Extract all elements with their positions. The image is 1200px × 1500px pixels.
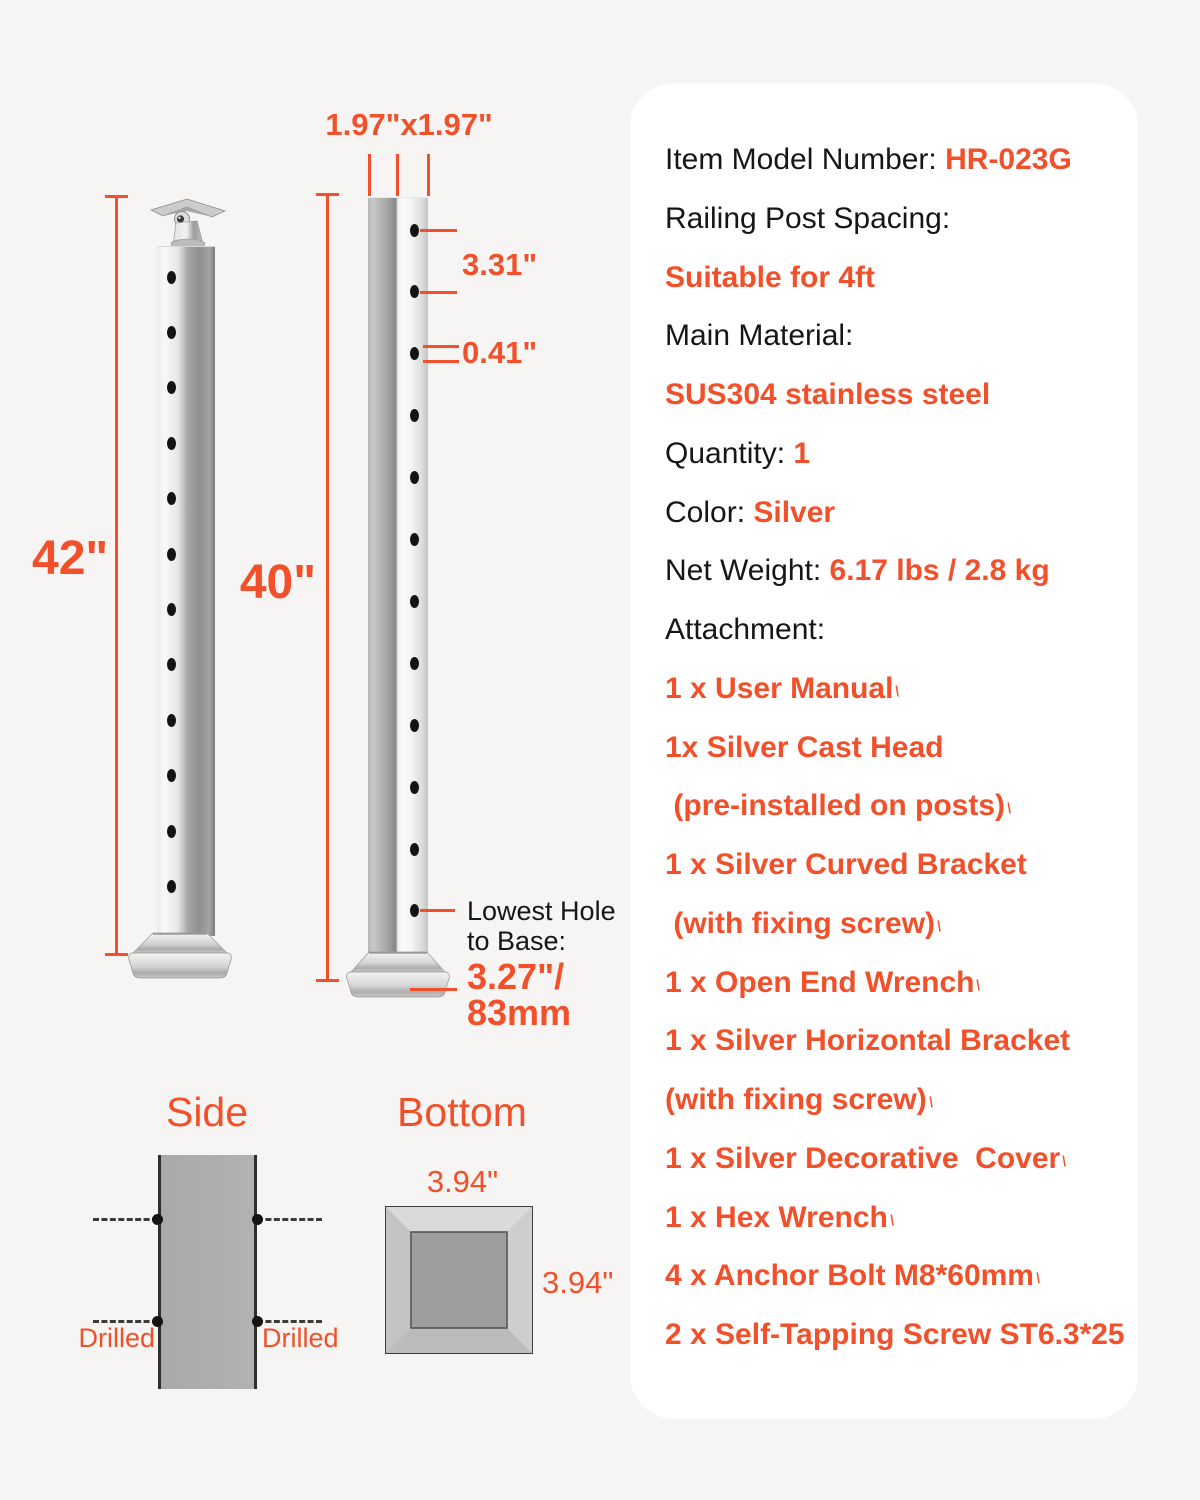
hole-diameter-line bbox=[423, 345, 459, 348]
cable-hole bbox=[410, 285, 419, 298]
side-view-post-section bbox=[158, 1155, 257, 1389]
cable-hole bbox=[167, 603, 176, 616]
cable-hole bbox=[410, 409, 419, 422]
cable-hole bbox=[167, 769, 176, 782]
cable-hole bbox=[410, 719, 419, 732]
spec-line: Quantity: 1 bbox=[665, 436, 811, 470]
cable-hole bbox=[167, 492, 176, 505]
cable-hole bbox=[167, 326, 176, 339]
right-post-body bbox=[368, 197, 428, 955]
hole-leader-line bbox=[420, 229, 457, 232]
left-post-body bbox=[157, 246, 215, 936]
spec-line: SUS304 stainless steel bbox=[665, 378, 991, 411]
spec-line: Color: Silver bbox=[665, 495, 836, 529]
base-width-label: 3.94" bbox=[426, 1164, 499, 1199]
bottom-view-title: Bottom bbox=[397, 1089, 527, 1135]
lowest-hole-leader-line bbox=[420, 909, 455, 912]
hole-diameter-label: 0.41" bbox=[462, 335, 538, 370]
spec-line: Net Weight: 6.17 lbs / 2.8 kg bbox=[665, 554, 1050, 588]
spec-line: 1 x Open End Wrench \ bbox=[665, 965, 981, 999]
spec-line: 1 x Silver Decorative Cover \ bbox=[665, 1141, 1066, 1175]
spec-line: (pre-installed on posts) \ bbox=[665, 789, 1011, 823]
drill-point-marker bbox=[252, 1214, 263, 1225]
cable-hole bbox=[410, 904, 419, 917]
dimension-tick bbox=[368, 154, 371, 196]
spec-line: 4 x Anchor Bolt M8*60mm \ bbox=[665, 1259, 1040, 1293]
post-height-dimension-line bbox=[326, 195, 329, 981]
spec-line: Railing Post Spacing: bbox=[665, 201, 951, 235]
cable-hole bbox=[410, 533, 419, 546]
drilled-label-left: Drilled bbox=[78, 1323, 155, 1353]
cable-hole bbox=[167, 825, 176, 838]
spec-line: (with fixing screw) \ bbox=[665, 1083, 933, 1116]
spec-line: Attachment: bbox=[665, 613, 826, 646]
base-height-label: 3.94" bbox=[542, 1265, 614, 1300]
lowest-hole-value-line2: 83mm bbox=[467, 992, 572, 1033]
drill-axis-dashed-line bbox=[257, 1218, 322, 1221]
cable-hole bbox=[167, 271, 176, 284]
spec-line: 1 x User Manual \ bbox=[665, 671, 900, 705]
cable-hole bbox=[167, 437, 176, 450]
dimension-tick bbox=[427, 154, 430, 196]
drill-point-marker bbox=[152, 1214, 163, 1225]
spec-line: 1 x Silver Horizontal Bracket bbox=[665, 1024, 1071, 1058]
cable-hole bbox=[167, 880, 176, 893]
drill-axis-dashed-line bbox=[93, 1218, 158, 1221]
drilled-label-right: Drilled bbox=[262, 1323, 339, 1353]
spec-line: 2 x Self-Tapping Screw ST6.3*25 bbox=[665, 1318, 1125, 1351]
cable-hole bbox=[167, 714, 176, 727]
cable-hole bbox=[410, 471, 419, 484]
cable-hole bbox=[410, 657, 419, 670]
lowest-hole-note-line1: Lowest Hole bbox=[467, 896, 616, 926]
cable-hole bbox=[410, 347, 419, 360]
dimension-tick bbox=[396, 154, 399, 196]
spec-line: Suitable for 4ft bbox=[665, 260, 876, 294]
hole-diameter-line bbox=[423, 360, 459, 363]
spec-line: 1 x Silver Curved Bracket bbox=[665, 848, 1027, 881]
total-height-label: 42" bbox=[32, 532, 109, 585]
cross-section-dimension-label: 1.97"x1.97" bbox=[325, 107, 493, 142]
spec-list bbox=[665, 131, 1125, 1365]
left-post-base bbox=[123, 931, 237, 979]
spec-line: 1x Silver Cast Head bbox=[665, 730, 944, 764]
spec-line: (with fixing screw) \ bbox=[665, 906, 941, 940]
spec-line: Main Material: bbox=[665, 319, 854, 353]
cable-hole bbox=[410, 224, 419, 237]
base-leader-line bbox=[410, 988, 457, 991]
post-height-label: 40" bbox=[239, 556, 316, 609]
cable-hole bbox=[410, 595, 419, 608]
spec-line: 1 x Hex Wrench \ bbox=[665, 1200, 894, 1234]
cable-hole bbox=[167, 548, 176, 561]
side-view-title: Side bbox=[165, 1089, 249, 1135]
cable-hole bbox=[410, 781, 419, 794]
cable-hole bbox=[410, 843, 419, 856]
base-plate-bottom-view bbox=[385, 1206, 533, 1354]
lowest-hole-note-line2: to Base: bbox=[467, 926, 567, 956]
cast-head-illustration bbox=[148, 194, 228, 250]
total-height-dimension-line bbox=[115, 197, 118, 955]
spec-line: Item Model Number: HR-023G bbox=[665, 143, 1072, 176]
dimension-cap bbox=[316, 979, 339, 982]
hole-spacing-label: 3.31" bbox=[462, 247, 538, 282]
lowest-hole-value-line1: 3.27"/ bbox=[467, 956, 565, 997]
hole-leader-line bbox=[420, 291, 457, 294]
